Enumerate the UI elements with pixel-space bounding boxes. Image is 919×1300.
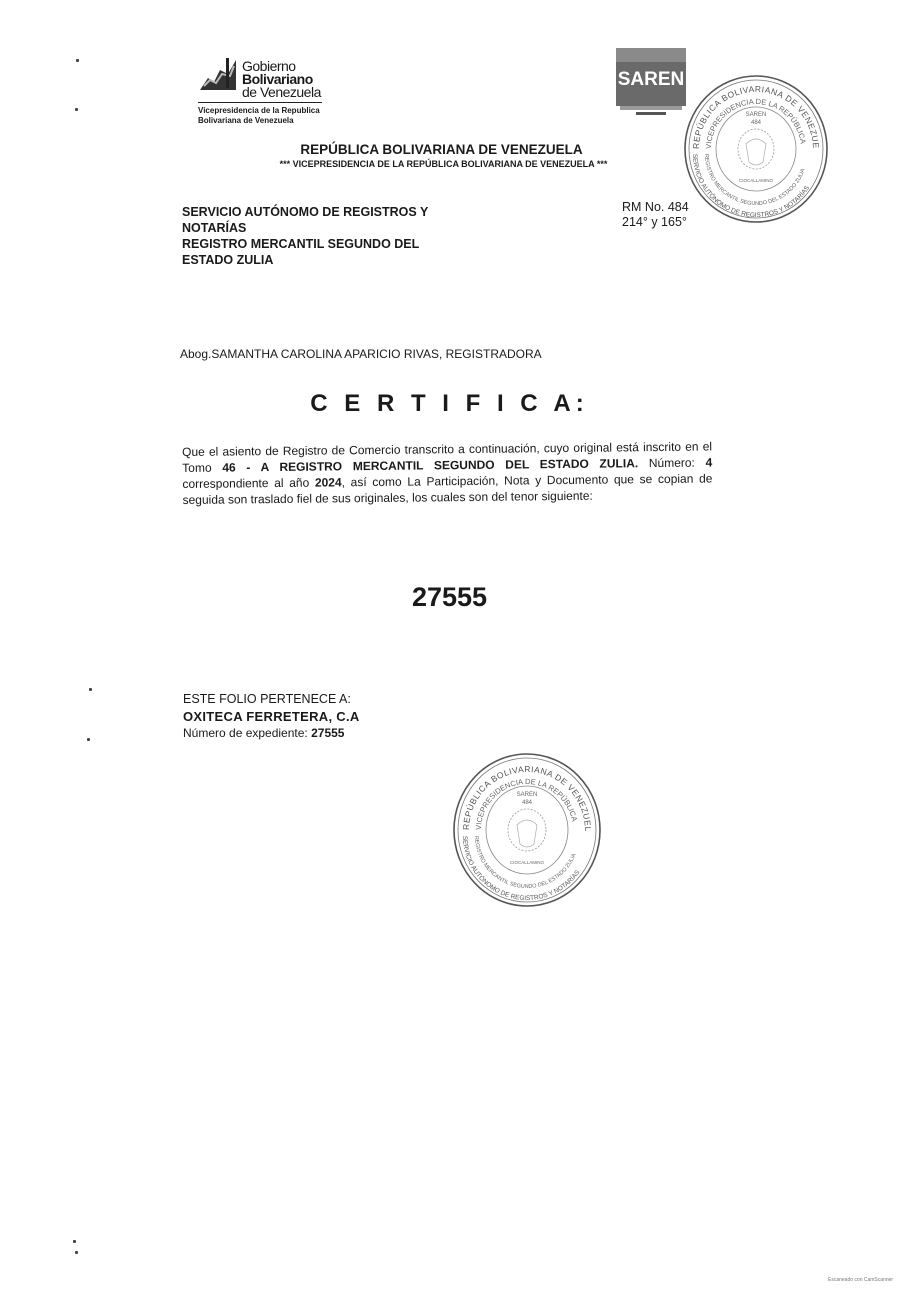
stamp-mid-center-2: 484 (521, 800, 533, 806)
company-name: OXITECA FERRETERA, C.A (183, 709, 360, 724)
expediente-line: Número de expediente: 27555 (183, 726, 345, 740)
gov-logo-line1: Gobierno (242, 58, 296, 74)
tomo-value: 46 - A REGISTRO MERCANTIL SEGUNDO DEL ESTADO ZULIA. (222, 456, 639, 475)
expediente-number: 27555 (311, 726, 345, 740)
gobierno-bolivariano-logo (196, 50, 336, 130)
org-line3: REGISTRO MERCANTIL SEGUNDO DEL (182, 237, 420, 251)
scan-speck (87, 738, 90, 741)
stamp-top-center-1: SAREN (745, 112, 767, 118)
scan-speck (75, 1251, 78, 1254)
stamp-mid-outer-text: REPÚBLICA BOLIVARIANA DE VENEZUEL (460, 763, 594, 832)
rm-number: RM No. 484 (622, 200, 689, 214)
org-line1: SERVICIO AUTÓNOMO DE REGISTROS Y (182, 205, 429, 219)
page-subtitle: *** VICEPRESIDENCIA DE LA REPÚBLICA BOLIVARIANA DE VENEZUELA *** (279, 159, 608, 169)
saren-logo-text: SAREN (617, 69, 685, 90)
stamp-top-bottom-inner-text: REGISTRO MERCANTIL SEGUNDO DEL ESTADO ZULIA (702, 153, 807, 208)
organization-block (182, 204, 428, 268)
org-line4: ESTADO ZULIA (182, 253, 274, 267)
folio-label: ESTE FOLIO PERTENECE A: (183, 692, 351, 706)
page-title: REPÚBLICA BOLIVARIANA DE VENEZUELA (300, 142, 583, 157)
saren-logo (616, 48, 686, 120)
flag-emblem-icon (198, 56, 238, 96)
coat-of-arms-icon (508, 809, 546, 851)
official-stamp-middle (452, 752, 602, 908)
registrar-name: Abog.SAMANTHA CAROLINA APARICIO RIVAS, REGISTRADORA (180, 347, 542, 361)
rm-number-block (622, 200, 689, 230)
scan-speck (76, 59, 79, 62)
rm-years: 214° y 165° (622, 215, 687, 229)
scan-speck (89, 688, 92, 691)
stamp-top-small-text: CIOCALLAMINO (738, 178, 774, 183)
stamp-mid-center-1: SAREN (516, 792, 538, 798)
gov-logo-line2: Bolivariano (242, 71, 313, 87)
stamp-top-inner-text: VICEPRESIDENCIA DE LA REPÚBLICA (703, 96, 808, 150)
stamp-top-bottom-outer-text: SERVICIO AUTÓNOMO DE REGISTROS Y NOTARÍAS (690, 153, 812, 220)
stamp-mid-inner-text: VICEPRESIDENCIA DE LA REPÚBLICA (473, 776, 580, 831)
stamp-mid-small-text: CIOCALLAMINO (509, 860, 545, 865)
stamp-mid-bottom-inner-text: REGISTRO MERCANTIL SEGUNDO DEL ESTADO ZULIA (472, 835, 578, 891)
stamp-top-center-2: 484 (750, 120, 762, 126)
stamp-top-outer-text: REPÚBLICA BOLIVARIANA DE VENEZUE (690, 83, 822, 150)
scan-speck (75, 108, 78, 111)
gov-logo-sub2: Bolivariana de Venezuela (198, 116, 294, 125)
certification-paragraph: Que el asiento de Registro de Comercio transcrito a continuación, cuyo original está inscrito en el Tomo 46 - A REGISTRO MERCANTIL SEGUNDO DEL ESTADO ZULIA. Número: 4 correspondiente al año 2024, así como La Participación, Nota y Documento que se copian de seguida son traslado fiel de sus originales, los cuales son del tenor siguiente: (182, 439, 713, 507)
stamp-mid-bottom-outer-text: SERVICIO AUTÓNOMO DE REGISTROS Y NOTARÍAS (460, 835, 582, 903)
gov-logo-divider (198, 102, 322, 103)
scanner-watermark: Escaneado con CamScanner (828, 1277, 894, 1283)
gov-logo-sub1: Vicepresidencia de la Republica (198, 106, 320, 115)
org-line2: NOTARÍAS (182, 221, 247, 235)
gov-logo-line3: de Venezuela (242, 84, 321, 100)
anio-value: 2024 (314, 475, 342, 490)
expediente-big-number: 27555 (411, 582, 488, 612)
certifica-heading: C E R T I F I C A: (310, 390, 589, 417)
scan-speck (73, 1240, 76, 1243)
numero-value: 4 (705, 455, 713, 470)
